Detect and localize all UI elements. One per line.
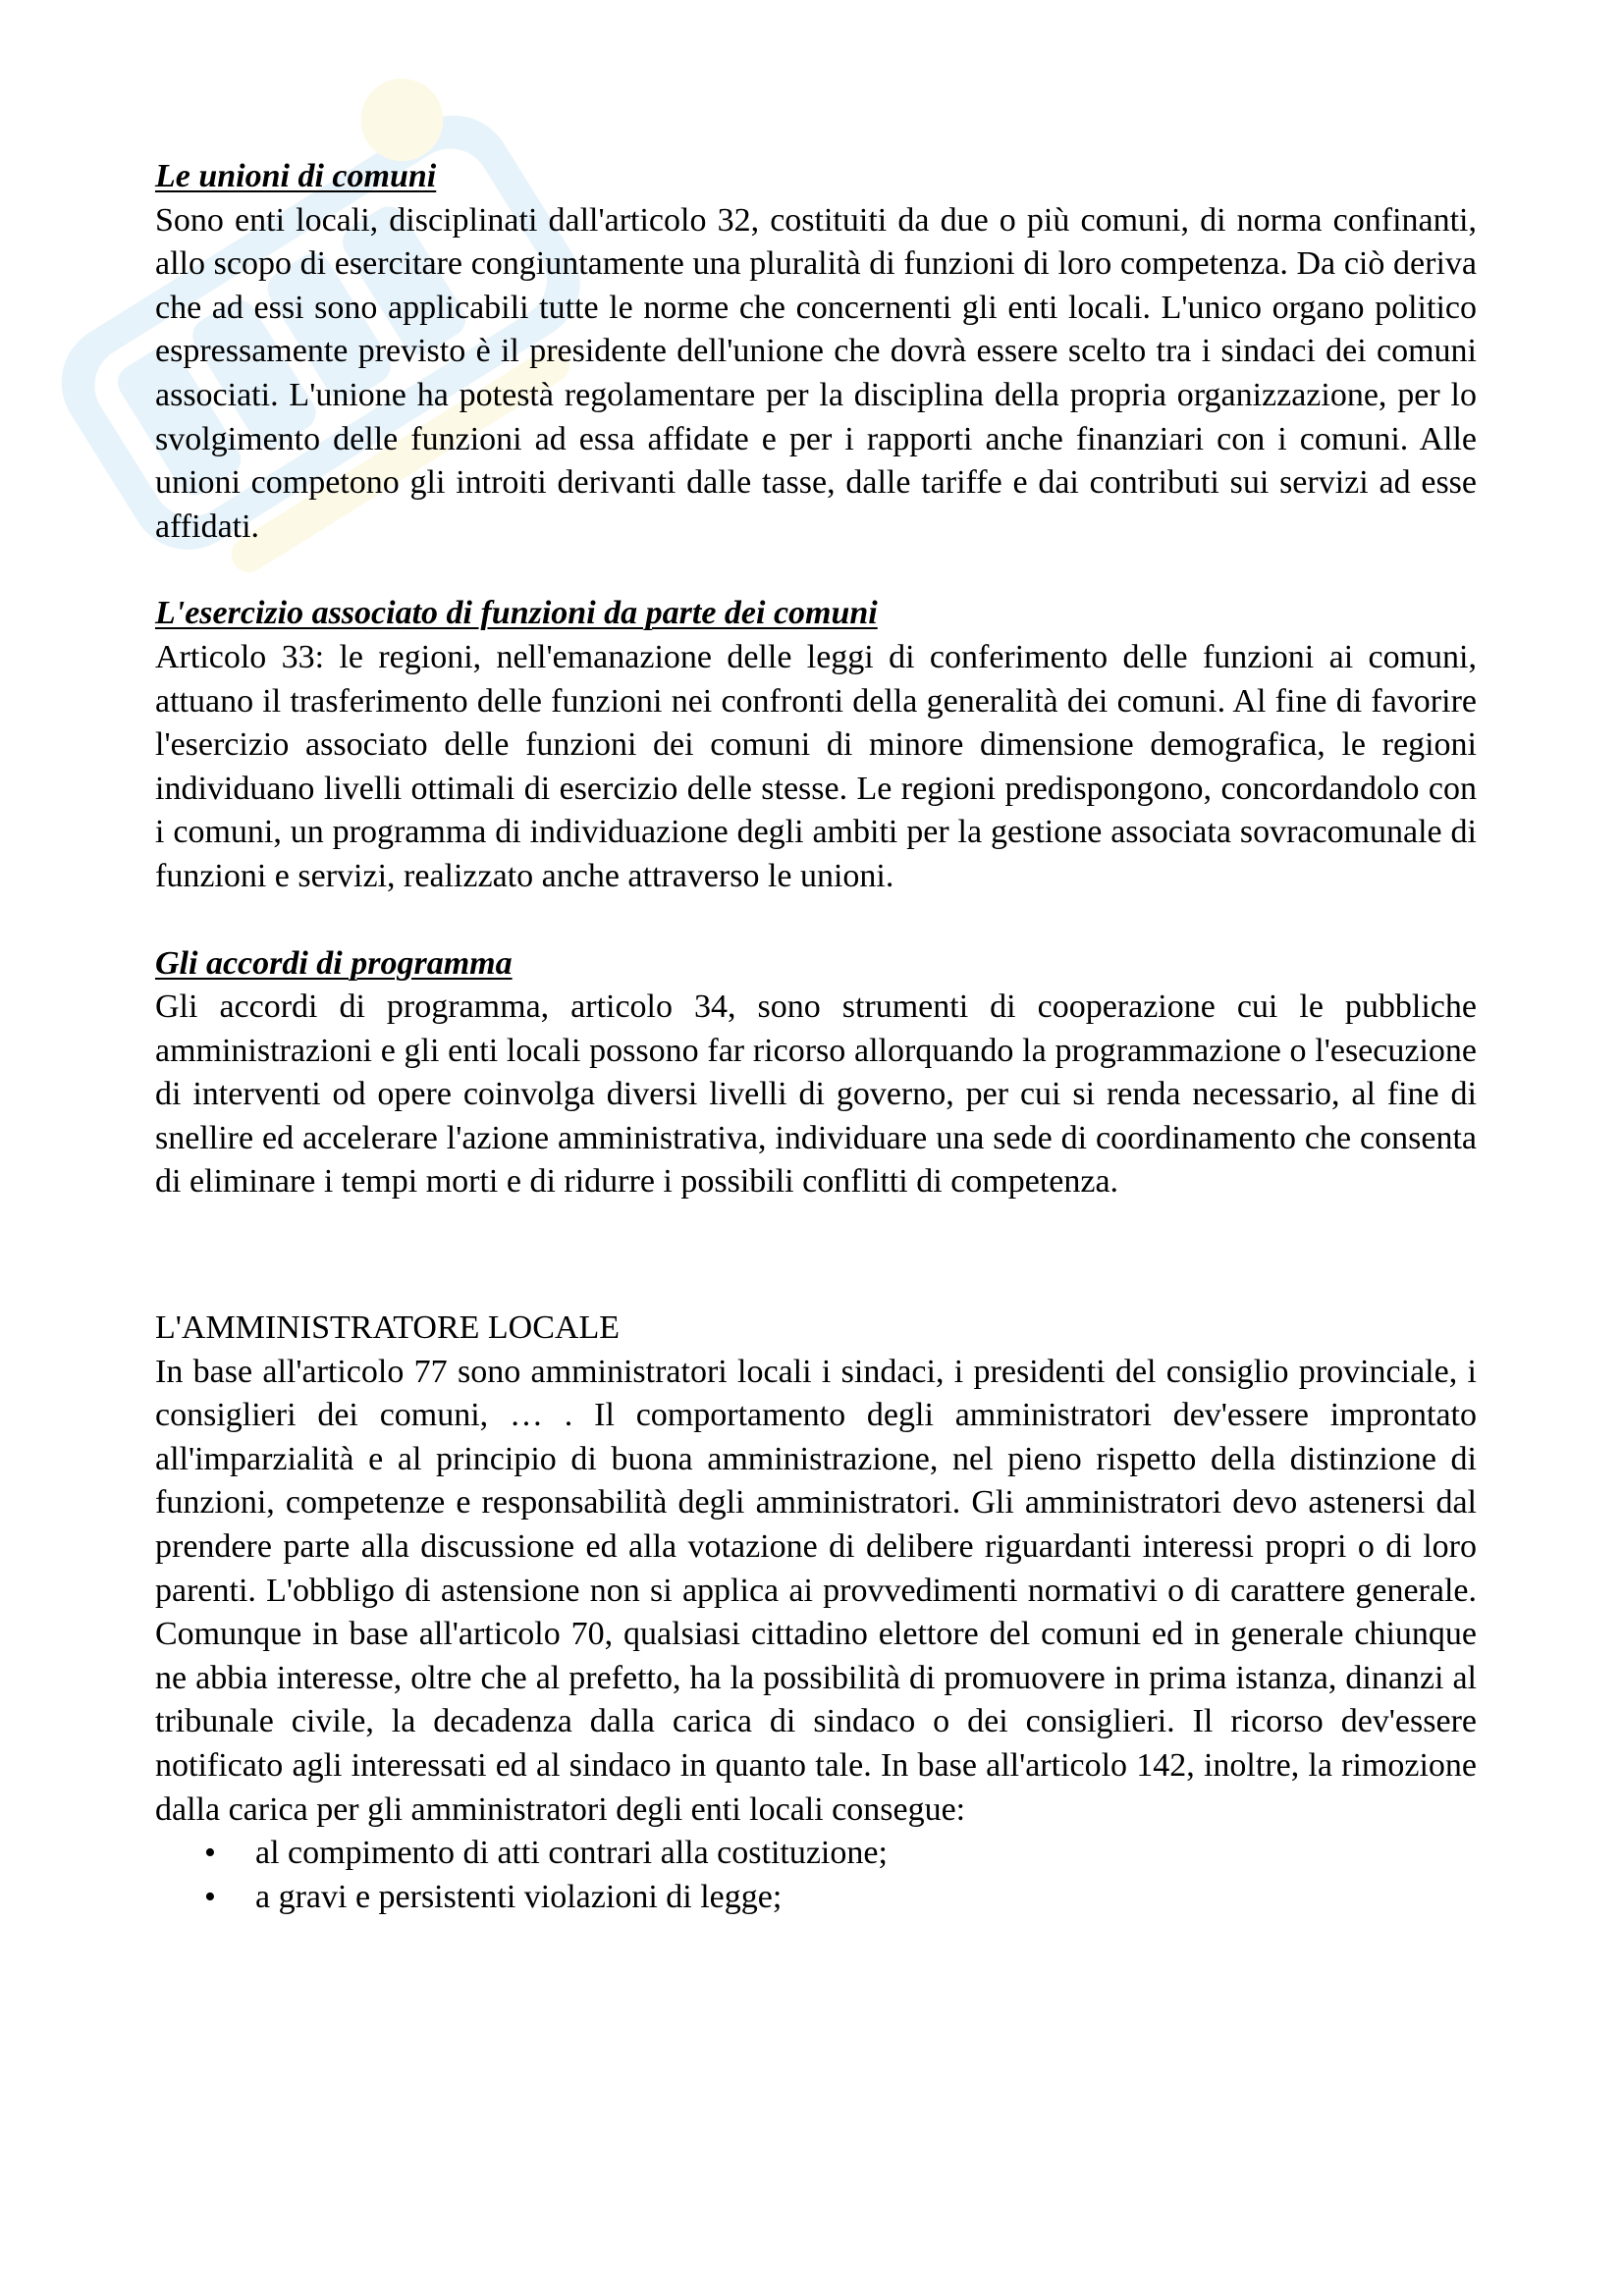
list-item-text: a gravi e persistenti violazioni di legge; (255, 1878, 783, 1915)
list-item-text: al compimento di atti contrari alla costituzione; (255, 1835, 888, 1872)
section-body: Articolo 33: le regioni, nell'emanazione delle leggi di conferimento delle funzioni ai comuni, attuano il trasferimento delle funzioni nei confronti della generalità dei comuni. Al fine di favorire l'esercizio associato delle funzioni dei comuni di minore dimensione demografica, le regioni individuano livelli ottimali di esercizio delle stesse. Le regioni predispongono, concordandolo con i comuni, un programma di individuazione degli ambiti per la gestione associata sovracomunale di funzioni e servizi, realizzato anche attraverso le unioni. (155, 638, 1477, 894)
bullet-icon: • (204, 1835, 216, 1872)
section-body: Sono enti locali, disciplinati dall'articolo 32, costituiti da due o più comuni, di norma confinanti, allo scopo di esercitare congiuntamente una pluralità di funzioni di loro competenza. Da ciò deriva che ad essi sono applicabili tutte le norme che concernenti gli enti locali. L'unico organo politico espressamente previsto è il presidente dell'unione che dovrà essere scelto tra i sindaci dei comuni associati. L'unione ha potestà regolamentare per la disciplina della propria organizzazione, per lo svolgimento delle funzioni ad essa affidate e per i rapporti anche finanziari con i comuni. Alle unioni competono gli introiti derivanti dalle tasse, dalle tariffe e dai contributi sui servizi ad esse affidati. (155, 201, 1477, 545)
list-item (155, 1876, 1477, 1920)
section-heading: L'AMMINISTRATORE LOCALE (155, 1309, 620, 1347)
list-item (155, 1832, 1477, 1876)
section-accordi-di-programma (155, 942, 1477, 1205)
section-spacer (155, 549, 1477, 592)
section-heading: Le unioni di comuni (155, 158, 437, 194)
section-unioni-di-comuni (155, 155, 1477, 549)
section-esercizio-associato (155, 592, 1477, 898)
section-amministratore-locale (155, 1307, 1477, 1919)
section-spacer (155, 899, 1477, 942)
section-heading: Gli accordi di programma (155, 944, 513, 982)
bullet-list (155, 1832, 1477, 1919)
section-body: Gli accordi di programma, articolo 34, sono strumenti di cooperazione cui le pubbliche amministrazioni e gli enti locali possono far ricorso allorquando la programmazione o l'esecuzione di interventi od opere coinvolga diversi livelli di governo, per cui si renda necessario, al fine di snellire ed accelerare l'azione amministrativa, individuare una sede di coordinamento che consenta di eliminare i tempi morti e di ridurre i possibili conflitti di competenza. (155, 988, 1477, 1201)
section-heading: L'esercizio associato di funzioni da parte dei comuni (155, 595, 878, 632)
bullet-icon: • (204, 1878, 216, 1915)
section-spacer (155, 1204, 1477, 1307)
document-page (155, 155, 1477, 1919)
section-body: In base all'articolo 77 sono amministratori locali i sindaci, i presidenti del consiglio provinciale, i consiglieri dei comuni, … . Il comportamento degli amministratori dev'essere improntato all'imparzialità e al principio di buona amministrazione, nel pieno rispetto della distinzione di funzioni, competenze e responsabilità degli amministratori. Gli amministratori devo astenersi dal prendere parte alla discussione ed alla votazione di delibere riguardanti interessi propri o di loro parenti. L'obbligo di astensione non si applica ai provvedimenti normativi o di carattere generale. Comunque in base all'articolo 70, qualsiasi cittadino elettore del comuni ed in generale chiunque ne abbia interesse, oltre che al prefetto, ha la possibilità di promuovere in prima istanza, dinanzi al tribunale civile, la decadenza dalla carica di sindaco o dei consiglieri. Il ricorso dev'essere notificato agli interessati ed al sindaco in quanto tale. In base all'articolo 142, inoltre, la rimozione dalla carica per gli amministratori degli enti locali consegue: (155, 1353, 1477, 1828)
